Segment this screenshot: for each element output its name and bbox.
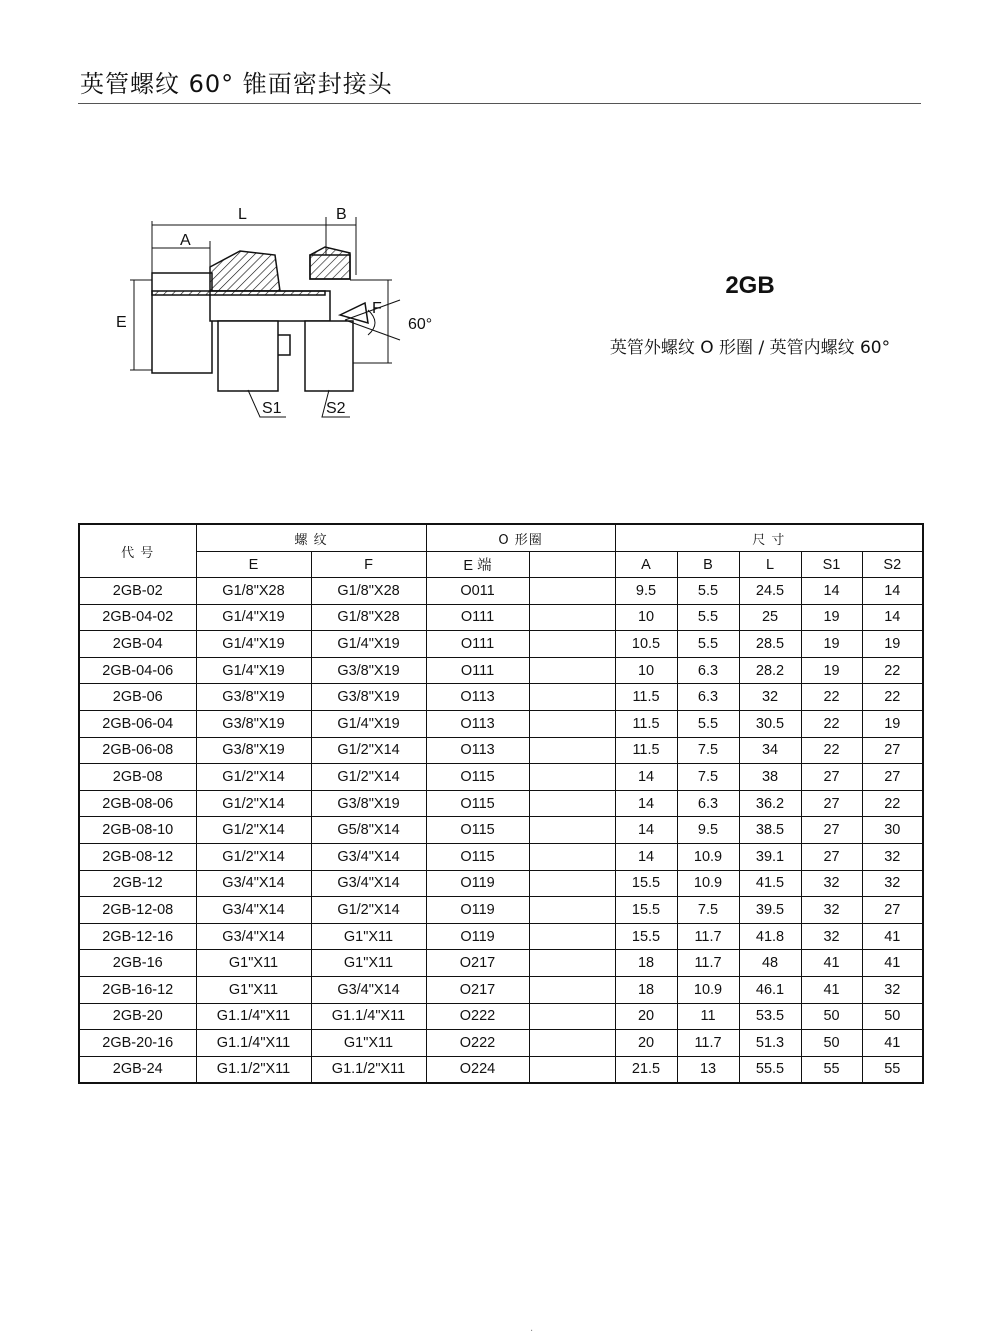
table-cell: 6.3 [677, 684, 739, 711]
table-cell: 27 [801, 843, 862, 870]
table-cell: 18 [615, 950, 677, 977]
table-cell [529, 764, 615, 791]
table-cell [529, 631, 615, 658]
table-cell: 39.5 [739, 897, 801, 924]
table-cell: 2GB-20-16 [79, 1030, 196, 1057]
table-cell: G1"X11 [196, 950, 311, 977]
table-cell: G1/2"X14 [196, 817, 311, 844]
table-cell: 14 [615, 817, 677, 844]
table-cell: G1/2"X14 [196, 790, 311, 817]
table-cell: 22 [862, 657, 923, 684]
table-cell: 41 [862, 1030, 923, 1057]
table-cell: 27 [862, 897, 923, 924]
table-cell [529, 976, 615, 1003]
table-cell: O222 [426, 1030, 529, 1057]
table-cell: G3/4"X14 [196, 897, 311, 924]
dim-label-F: F [372, 300, 382, 317]
table-cell: 22 [801, 684, 862, 711]
dim-label-L: L [238, 206, 247, 223]
table-row [79, 737, 923, 764]
table-cell: 22 [862, 790, 923, 817]
table-cell [529, 1003, 615, 1030]
table-row [79, 631, 923, 658]
header-thread: 螺 纹 [196, 524, 426, 552]
table-cell: 34 [739, 737, 801, 764]
table-cell: 19 [801, 657, 862, 684]
table-cell: 7.5 [677, 764, 739, 791]
table-cell: G1/2"X14 [311, 897, 426, 924]
table-cell: O217 [426, 976, 529, 1003]
table-cell: G1/4"X19 [196, 657, 311, 684]
table-cell: 46.1 [739, 976, 801, 1003]
table-cell: 9.5 [615, 578, 677, 605]
angle-label: 60° [408, 316, 433, 333]
table-cell: 11.7 [677, 950, 739, 977]
table-cell: 11.7 [677, 923, 739, 950]
table-cell: G1/4"X19 [311, 631, 426, 658]
table-cell: 10.5 [615, 631, 677, 658]
header-col-a: A [615, 552, 677, 578]
table-cell [529, 1056, 615, 1083]
table-cell: 30 [862, 817, 923, 844]
table-cell [529, 710, 615, 737]
table-cell: 24.5 [739, 578, 801, 605]
header-col-e-end: E 端 [426, 552, 529, 578]
table-row [79, 1056, 923, 1083]
table-cell: G1"X11 [311, 950, 426, 977]
dim-label-S2: S2 [326, 400, 346, 417]
table-cell: 19 [862, 631, 923, 658]
table-cell: O115 [426, 843, 529, 870]
table-cell: 2GB-04-02 [79, 604, 196, 631]
table-cell [529, 657, 615, 684]
table-cell [529, 923, 615, 950]
header-col-l: L [739, 552, 801, 578]
table-cell: 10 [615, 604, 677, 631]
table-cell: G1/2"X14 [311, 764, 426, 791]
table-cell: O222 [426, 1003, 529, 1030]
table-cell: 2GB-06 [79, 684, 196, 711]
table-cell: 14 [615, 843, 677, 870]
dim-label-E: E [116, 314, 127, 331]
table-cell: 2GB-06-08 [79, 737, 196, 764]
table-cell: O113 [426, 737, 529, 764]
table-cell: O217 [426, 950, 529, 977]
table-row [79, 1030, 923, 1057]
table-cell: O119 [426, 897, 529, 924]
table-row [79, 578, 923, 605]
table-cell: G1.1/4"X11 [196, 1003, 311, 1030]
table-cell: 27 [862, 764, 923, 791]
table-cell: 10.9 [677, 843, 739, 870]
table-cell: 10.9 [677, 870, 739, 897]
model-code: 2GB [725, 272, 775, 299]
table-cell: G3/8"X19 [196, 710, 311, 737]
table-cell: 32 [862, 976, 923, 1003]
table-cell: O111 [426, 657, 529, 684]
table-cell: 11.5 [615, 710, 677, 737]
table-cell: 32 [801, 923, 862, 950]
table-cell: 18 [615, 976, 677, 1003]
table-cell: 9.5 [677, 817, 739, 844]
table-cell: 39.1 [739, 843, 801, 870]
table-cell: G3/8"X19 [196, 737, 311, 764]
dim-label-S1: S1 [262, 400, 282, 417]
table-cell: 27 [801, 817, 862, 844]
table-cell: 22 [801, 737, 862, 764]
table-cell: G1/2"X14 [196, 843, 311, 870]
table-cell: 2GB-08-12 [79, 843, 196, 870]
table-row [79, 817, 923, 844]
table-cell: G3/4"X14 [311, 843, 426, 870]
table-row [79, 604, 923, 631]
table-cell: 41 [801, 950, 862, 977]
table-cell [529, 790, 615, 817]
table-row [79, 657, 923, 684]
header-dimensions: 尺 寸 [615, 524, 923, 552]
table-row [79, 710, 923, 737]
table-cell: 13 [677, 1056, 739, 1083]
table-row [79, 870, 923, 897]
table-cell: G1"X11 [311, 923, 426, 950]
table-cell: G3/8"X19 [196, 684, 311, 711]
table-cell: 10.9 [677, 976, 739, 1003]
table-row [79, 1003, 923, 1030]
table-cell: 32 [862, 870, 923, 897]
table-cell: 19 [801, 631, 862, 658]
table-cell: 2GB-06-04 [79, 710, 196, 737]
table-cell: 41.8 [739, 923, 801, 950]
table-cell: G1.1/4"X11 [196, 1030, 311, 1057]
table-cell: G5/8"X14 [311, 817, 426, 844]
table-cell: 32 [801, 897, 862, 924]
table-cell: G1/4"X19 [196, 631, 311, 658]
table-cell: 50 [862, 1003, 923, 1030]
table-cell: G3/4"X14 [311, 976, 426, 1003]
table-cell: O119 [426, 923, 529, 950]
table-cell: 28.2 [739, 657, 801, 684]
footer-mark: · [530, 1326, 534, 1337]
table-cell: 5.5 [677, 578, 739, 605]
table-cell: G1"X11 [311, 1030, 426, 1057]
table-cell [529, 843, 615, 870]
table-cell: 32 [739, 684, 801, 711]
table-cell: G1/8"X28 [311, 578, 426, 605]
table-cell: O115 [426, 817, 529, 844]
table-cell: O113 [426, 710, 529, 737]
table-cell: 2GB-20 [79, 1003, 196, 1030]
table-cell: 2GB-12-08 [79, 897, 196, 924]
header-col-b: B [677, 552, 739, 578]
table-cell: 2GB-12-16 [79, 923, 196, 950]
table-cell: G3/4"X14 [196, 923, 311, 950]
table-cell: G3/8"X19 [311, 684, 426, 711]
table-cell: G3/8"X19 [311, 790, 426, 817]
table-cell: O115 [426, 764, 529, 791]
spec-table [78, 523, 924, 1084]
table-cell: G1.1/2"X11 [311, 1056, 426, 1083]
table-cell: 2GB-16-12 [79, 976, 196, 1003]
table-cell: 48 [739, 950, 801, 977]
fitting-drawing [110, 195, 460, 435]
header-col-blank [529, 552, 615, 578]
table-cell [529, 817, 615, 844]
page-title: 英管螺纹 60° 锥面密封接头 [80, 70, 393, 98]
table-cell: 15.5 [615, 923, 677, 950]
table-row [79, 790, 923, 817]
table-cell: O224 [426, 1056, 529, 1083]
table-cell [529, 604, 615, 631]
table-cell: 36.2 [739, 790, 801, 817]
table-cell [529, 897, 615, 924]
table-cell: 19 [862, 710, 923, 737]
table-cell: G1/4"X19 [311, 710, 426, 737]
table-row [79, 923, 923, 950]
dim-label-A: A [180, 232, 191, 249]
table-cell: O115 [426, 790, 529, 817]
table-cell: G1.1/2"X11 [196, 1056, 311, 1083]
table-cell: 2GB-24 [79, 1056, 196, 1083]
table-cell: 14 [862, 578, 923, 605]
table-cell: G3/4"X14 [311, 870, 426, 897]
table-cell: 2GB-08 [79, 764, 196, 791]
table-cell [529, 950, 615, 977]
table-cell: 28.5 [739, 631, 801, 658]
table-cell: 2GB-08-10 [79, 817, 196, 844]
table-cell: G1"X11 [196, 976, 311, 1003]
table-cell: G1/2"X14 [196, 764, 311, 791]
header-col-f: F [311, 552, 426, 578]
table-cell: 14 [615, 764, 677, 791]
table-cell: 11.7 [677, 1030, 739, 1057]
table-cell: 25 [739, 604, 801, 631]
table-cell: 21.5 [615, 1056, 677, 1083]
table-cell: O011 [426, 578, 529, 605]
table-cell: 20 [615, 1003, 677, 1030]
table-cell: 30.5 [739, 710, 801, 737]
table-cell: 7.5 [677, 897, 739, 924]
table-cell: 14 [801, 578, 862, 605]
table-cell: 11.5 [615, 737, 677, 764]
table-cell: 22 [801, 710, 862, 737]
table-cell: O111 [426, 604, 529, 631]
header-col-s1: S1 [801, 552, 862, 578]
table-cell: 6.3 [677, 657, 739, 684]
table-cell: 2GB-16 [79, 950, 196, 977]
table-row [79, 976, 923, 1003]
table-cell: 5.5 [677, 631, 739, 658]
header-col-s2: S2 [862, 552, 923, 578]
table-cell: 2GB-02 [79, 578, 196, 605]
table-cell: 32 [801, 870, 862, 897]
model-description: 英管外螺纹 O 形圈 / 英管内螺纹 60° [609, 338, 891, 358]
table-cell: 2GB-12 [79, 870, 196, 897]
table-cell: O113 [426, 684, 529, 711]
table-cell: 7.5 [677, 737, 739, 764]
table-cell [529, 684, 615, 711]
header-col-e: E [196, 552, 311, 578]
table-cell: 27 [801, 790, 862, 817]
header-oring: O 形圈 [426, 524, 615, 552]
table-cell: 5.5 [677, 604, 739, 631]
table-row [79, 764, 923, 791]
table-cell: G1/4"X19 [196, 604, 311, 631]
table-cell: 27 [801, 764, 862, 791]
table-cell: 53.5 [739, 1003, 801, 1030]
table-cell: 2GB-04-06 [79, 657, 196, 684]
table-cell: 50 [801, 1030, 862, 1057]
table-cell: 6.3 [677, 790, 739, 817]
table-cell: 2GB-04 [79, 631, 196, 658]
table-cell: 32 [862, 843, 923, 870]
table-cell [529, 737, 615, 764]
table-cell: G3/4"X14 [196, 870, 311, 897]
table-cell: 51.3 [739, 1030, 801, 1057]
table-cell: G3/8"X19 [311, 657, 426, 684]
table-row [79, 897, 923, 924]
table-cell [529, 870, 615, 897]
table-cell: O111 [426, 631, 529, 658]
table-cell: 41.5 [739, 870, 801, 897]
table-cell: 20 [615, 1030, 677, 1057]
table-cell: 14 [615, 790, 677, 817]
title-divider [78, 103, 921, 104]
table-cell: G1/2"X14 [311, 737, 426, 764]
table-cell: G1/8"X28 [311, 604, 426, 631]
table-cell: 15.5 [615, 897, 677, 924]
table-cell: 27 [862, 737, 923, 764]
table-row [79, 843, 923, 870]
table-cell: 19 [801, 604, 862, 631]
table-cell: 55.5 [739, 1056, 801, 1083]
table-cell: 14 [862, 604, 923, 631]
table-cell [529, 578, 615, 605]
table-cell: 41 [801, 976, 862, 1003]
table-cell: 15.5 [615, 870, 677, 897]
table-row [79, 950, 923, 977]
table-row [79, 684, 923, 711]
table-cell: O119 [426, 870, 529, 897]
table-cell: 5.5 [677, 710, 739, 737]
header-code: 代 号 [79, 524, 196, 578]
table-cell: 11.5 [615, 684, 677, 711]
table-cell: 38 [739, 764, 801, 791]
table-cell: 55 [801, 1056, 862, 1083]
table-cell: 10 [615, 657, 677, 684]
dim-label-B: B [336, 206, 347, 223]
table-cell: 50 [801, 1003, 862, 1030]
table-cell: G1/8"X28 [196, 578, 311, 605]
table-cell: 38.5 [739, 817, 801, 844]
table-cell: 55 [862, 1056, 923, 1083]
table-cell: G1.1/4"X11 [311, 1003, 426, 1030]
table-cell: 22 [862, 684, 923, 711]
table-cell: 2GB-08-06 [79, 790, 196, 817]
table-cell: 41 [862, 950, 923, 977]
table-cell: 11 [677, 1003, 739, 1030]
table-cell: 41 [862, 923, 923, 950]
table-cell [529, 1030, 615, 1057]
